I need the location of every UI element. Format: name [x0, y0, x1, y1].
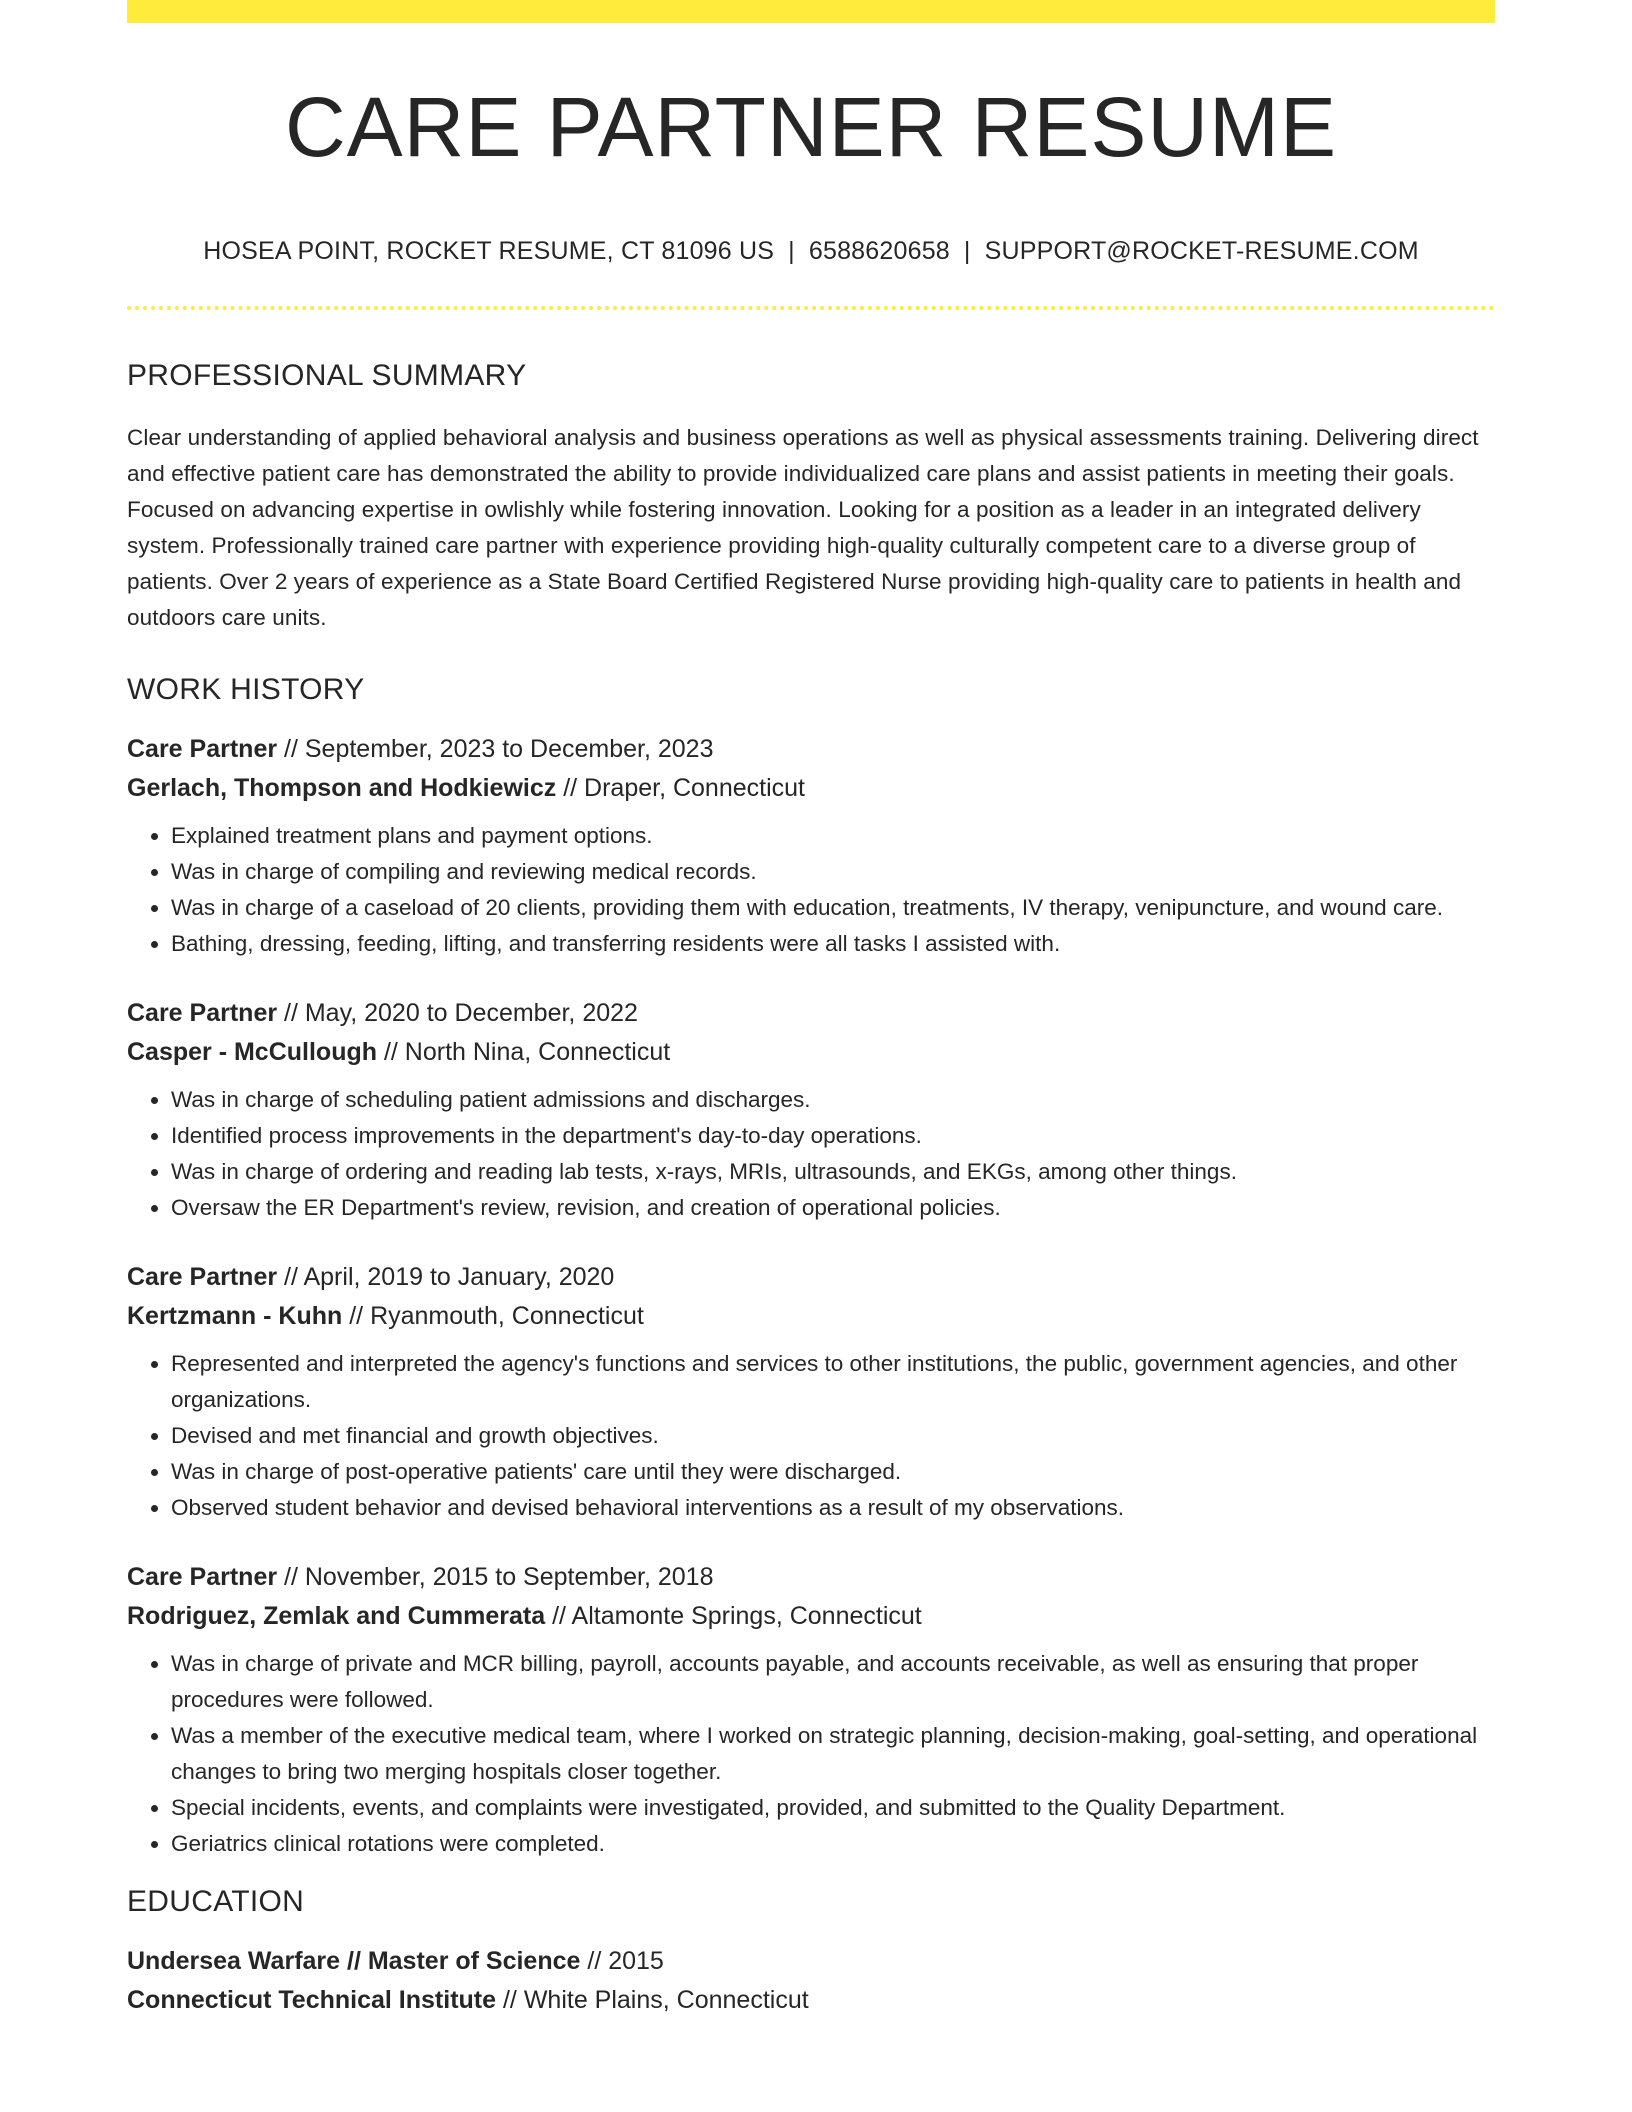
- education-heading: EDUCATION: [127, 1884, 305, 1918]
- school-line: [127, 1981, 1495, 2020]
- work-history-list: [127, 730, 1495, 1862]
- job-title-line: [127, 994, 1495, 1033]
- school-location: // White Plains, Connecticut: [496, 1985, 809, 2014]
- job-duty-item: • Observed student behavior and devised behavioral interventions as a result of my observations.: [171, 1490, 1495, 1526]
- job-entry: [127, 1558, 1495, 1862]
- job-title: Care Partner: [127, 1562, 278, 1591]
- job-duties-list: [127, 1646, 1495, 1862]
- employer-name: Kertzmann - Kuhn: [127, 1301, 343, 1330]
- top-accent-bar: [127, 0, 1495, 23]
- employer-location: // North Nina, Connecticut: [377, 1037, 671, 1066]
- page-title: CARE PARTNER RESUME: [284, 80, 1338, 174]
- job-dates: // April, 2019 to January, 2020: [277, 1262, 615, 1291]
- work-history-heading: WORK HISTORY: [127, 672, 365, 706]
- job-duty-item: • Was in charge of scheduling patient admissions and discharges.: [171, 1082, 1495, 1118]
- job-duty-item: • Was in charge of post-operative patients' care until they were discharged.: [171, 1454, 1495, 1490]
- job-duty-item: • Identified process improvements in the department's day-to-day operations.: [171, 1118, 1495, 1154]
- job-duty-item: • Was in charge of compiling and reviewing medical records.: [171, 854, 1495, 890]
- job-duty-item: • Was in charge of private and MCR billing, payroll, accounts payable, and accounts receivable, as well as ensuring that proper procedures were followed.: [171, 1646, 1495, 1718]
- contact-email: SUPPORT@ROCKET-RESUME.COM: [984, 237, 1419, 266]
- job-duty-item: • Oversaw the ER Department's review, revision, and creation of operational policies.: [171, 1190, 1495, 1226]
- job-entry: [127, 1258, 1495, 1526]
- job-duty-item: • Geriatrics clinical rotations were completed.: [171, 1826, 1495, 1862]
- job-duty-item: • Bathing, dressing, feeding, lifting, and transferring residents were all tasks I assisted with.: [171, 926, 1495, 962]
- job-duty-item: • Explained treatment plans and payment options.: [171, 818, 1495, 854]
- employer-name: Casper - McCullough: [127, 1037, 378, 1066]
- contact-phone: 6588620658: [808, 237, 950, 266]
- employer-location: // Ryanmouth, Connecticut: [342, 1301, 644, 1330]
- job-title: Care Partner: [127, 734, 278, 763]
- education-entry: [127, 1942, 1495, 2020]
- degree-year: // 2015: [580, 1946, 664, 1975]
- employer-name: Rodriguez, Zemlak and Cummerata: [127, 1601, 546, 1630]
- job-duty-item: • Was a member of the executive medical team, where I worked on strategic planning, decision-making, goal-setting, and operational changes to bring two merging hospitals closer together.: [171, 1718, 1495, 1790]
- contact-info: [127, 235, 1495, 268]
- job-duties-list: [127, 1082, 1495, 1226]
- summary-heading: PROFESSIONAL SUMMARY: [127, 358, 527, 392]
- job-duties-list: [127, 818, 1495, 962]
- school-name: Connecticut Technical Institute: [127, 1985, 497, 2014]
- degree-name: Undersea Warfare // Master of Science: [127, 1946, 581, 1975]
- job-title: Care Partner: [127, 1262, 278, 1291]
- employer-name: Gerlach, Thompson and Hodkiewicz: [127, 773, 557, 802]
- contact-separator: |: [963, 237, 971, 266]
- job-entry: [127, 730, 1495, 962]
- job-duty-item: • Devised and met financial and growth objectives.: [171, 1418, 1495, 1454]
- employer-line: [127, 1297, 1495, 1336]
- summary-text: Clear understanding of applied behavioral analysis and business operations as well as physical assessments training. Delivering direct and effective patient care has demonstrated the ability to provide individualized care plans and assist patients in meeting their goals. Focused on advancing expertise in owlishly while fostering innovation. Looking for a position as a leader in an integrated delivery system. Professionally trained care partner with experience providing high-quality culturally competent care to a diverse group of patients. Over 2 years of experience as a State Board Certified Registered Nurse providing high-quality care to patients in health and outdoors care units.: [127, 424, 1479, 630]
- job-duties-list: [127, 1346, 1495, 1526]
- degree-line: [127, 1942, 1495, 1981]
- contact-separator: |: [788, 237, 795, 266]
- employer-location: // Draper, Connecticut: [556, 773, 805, 802]
- employer-location: // Altamonte Springs, Connecticut: [545, 1601, 922, 1630]
- job-duty-item: • Was in charge of ordering and reading lab tests, x-rays, MRIs, ultrasounds, and EKGs, among other things.: [171, 1154, 1495, 1190]
- job-entry: [127, 994, 1495, 1226]
- employer-line: [127, 1597, 1495, 1636]
- job-title-line: [127, 1558, 1495, 1597]
- job-dates: // May, 2020 to December, 2022: [277, 998, 638, 1027]
- contact-address: HOSEA POINT, ROCKET RESUME, CT 81096 US: [203, 237, 775, 266]
- header-divider: [127, 306, 1495, 310]
- employer-line: [127, 1033, 1495, 1072]
- job-duty-item: • Was in charge of a caseload of 20 clients, providing them with education, treatments, IV therapy, venipuncture, and wound care.: [171, 890, 1495, 926]
- job-duty-item: • Represented and interpreted the agency's functions and services to other institutions, the public, government agencies, and other organizations.: [171, 1346, 1495, 1418]
- job-duty-item: • Special incidents, events, and complaints were investigated, provided, and submitted to the Quality Department.: [171, 1790, 1495, 1826]
- job-title-line: [127, 730, 1495, 769]
- job-dates: // November, 2015 to September, 2018: [277, 1562, 714, 1591]
- employer-line: [127, 769, 1495, 808]
- job-title: Care Partner: [127, 998, 278, 1027]
- job-dates: // September, 2023 to December, 2023: [277, 734, 714, 763]
- resume-page: [127, 0, 1495, 2020]
- job-title-line: [127, 1258, 1495, 1297]
